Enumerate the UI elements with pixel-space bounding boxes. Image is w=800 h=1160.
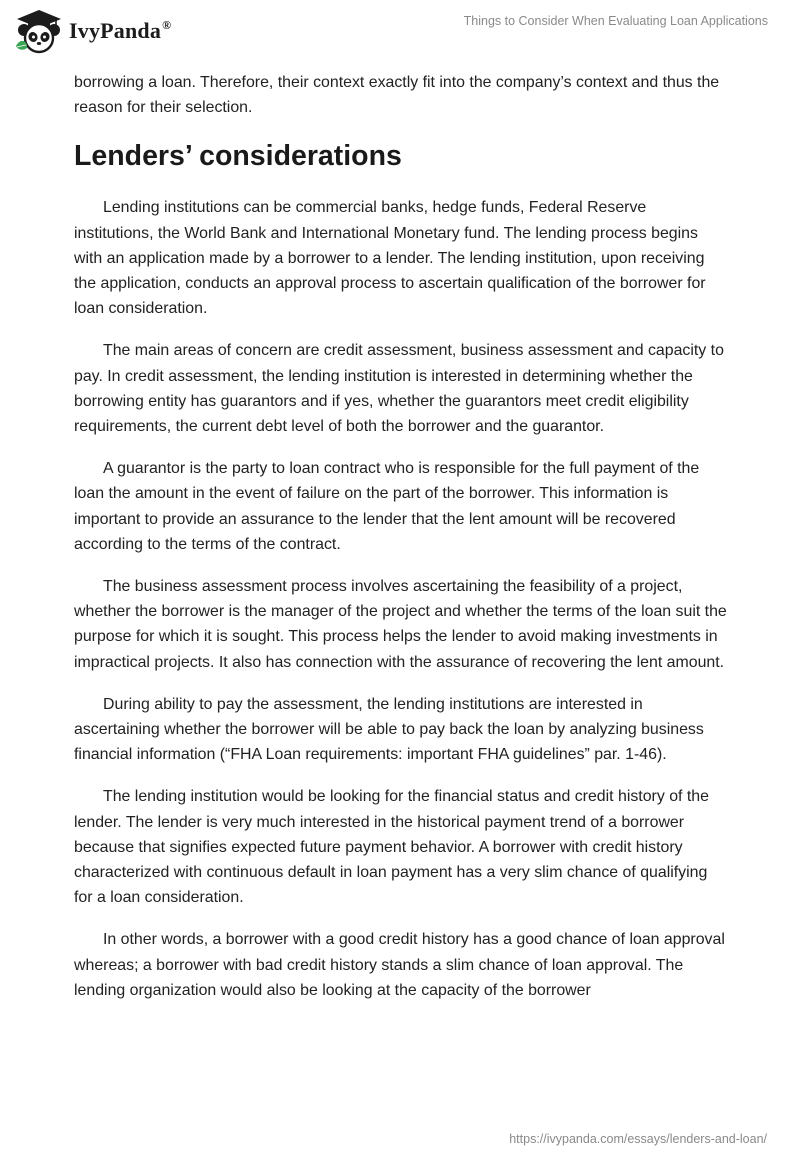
panda-logo-icon: [14, 8, 64, 54]
source-url-link[interactable]: https://ivypanda.com/essays/lenders-and-loan/: [509, 1132, 767, 1146]
body-paragraph: During ability to pay the assessment, the lending institutions are interested in ascertaining whether the borrower will be able to pay back the loan by analyzing business financial information (“FHA Loan requirements: important FHA guidelines” par. 1-46).: [74, 695, 704, 764]
body-paragraph: The business assessment process involves ascertaining the feasibility of a project, whether the borrower is the manager of the project and whether the terms of the loan suit the purpose for which it is sought. This process helps the lender to avoid making investments in impractical projects. It also has connection with the assurance of recovering the lent amount.: [74, 578, 727, 671]
logo[interactable]: [14, 6, 171, 56]
logo-text: [69, 18, 171, 44]
registered-mark: ®: [162, 18, 172, 32]
running-title: Things to Consider When Evaluating Loan Applications: [463, 14, 768, 28]
page-header: [0, 0, 800, 62]
body-paragraph: Lending institutions can be commercial banks, hedge funds, Federal Reserve institutions, the World Bank and International Monetary fund. The lending process begins with an application made by a borrower to a lender. The lending institution, upon receiving the application, conducts an approval process to ascertain qualification of the borrower for loan consideration.: [74, 199, 706, 318]
section-heading: Lenders’ considerations: [74, 140, 402, 173]
essay-content: [74, 70, 730, 1020]
body-paragraph: A guarantor is the party to loan contract who is responsible for the full payment of the loan the amount in the event of failure on the part of the borrower. This information is important to provide an assurance to the lender that the lent amount will be recovered according to the terms of the contract.: [74, 460, 700, 553]
body-paragraph: The lending institution would be looking for the financial status and credit history of the lender. The lender is very much interested in the historical payment trend of a borrower because that signifies expected future payment behavior. A borrower with credit history characterized with continuous default in loan payment has a very slim chance of qualifying for a loan consideration.: [74, 788, 709, 907]
body-paragraph: The main areas of concern are credit assessment, business assessment and capacity to pay. In credit assessment, the lending institution is interested in determining whether the borrowing entity has guarantors and if yes, whether the guarantors meet credit eligibility requirements, the current debt level of both the borrower and the guarantor.: [74, 342, 724, 436]
logo-wordmark: IvyPanda: [69, 18, 162, 43]
lead-paragraph: borrowing a loan. Therefore, their context exactly fit into the company’s context and thus the reason for their selection.: [74, 74, 720, 117]
body-paragraph: In other words, a borrower with a good credit history has a good chance of loan approval whereas; a borrower with bad credit history stands a slim chance of loan approval. The lending organization would also be looking at the capacity of the borrower: [74, 931, 725, 999]
